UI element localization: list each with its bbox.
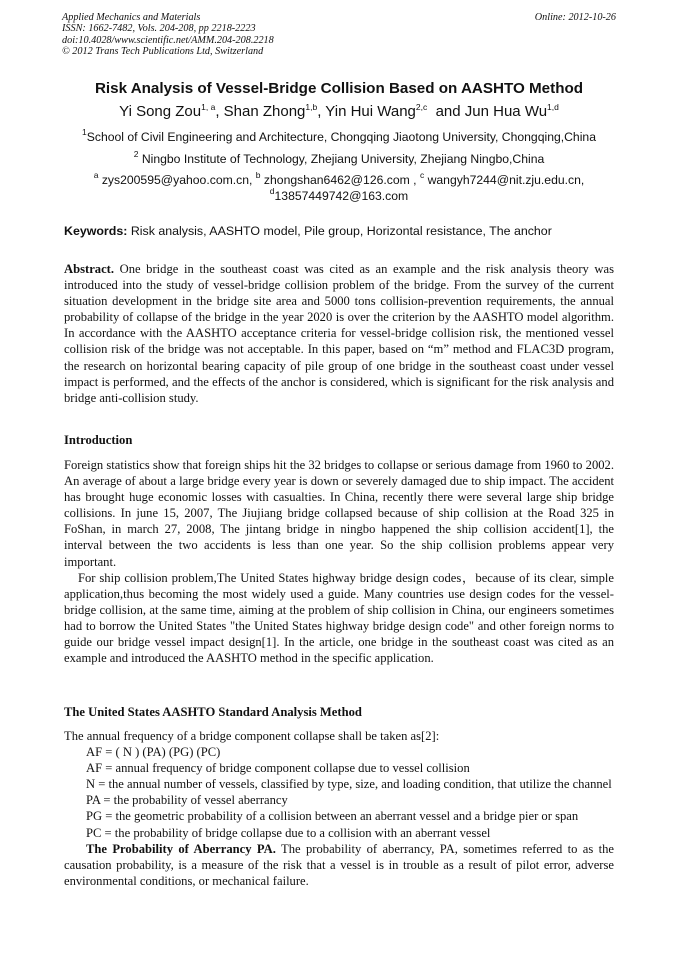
introduction-body	[64, 457, 614, 666]
email-link[interactable]: zhongshan6462@126.com ,	[263, 173, 417, 187]
definition-pc: PC = the probability of bridge collapse due to a collision with an aberrant vessel	[86, 825, 491, 840]
abstract-text: One bridge in the southeast coast was cited as an example and the risk analysis theory was introduced into the study of vessel-bridge collision problem of the bridge. From the survey of the current situation development in the bridge site area and 5000 tons collision-prevention requirements, the annual probability of collapse of the bridge in the year 2020 is over the criterion by the AASHTO model algorithm. In accordance with the AASHTO acceptance criteria for vessel-bridge collision risk, the mentioned vessel collision risk of the bridge was not acceptable. In this paper, based on “m” method and FLAC3D program, the research on horizontal bearing capacity of pile group of one bridge in the southeast coast under vessel impact is performed, and the effects of the anchor is considered, which is significant for the risk analysis and bridge anti-collision study.	[64, 262, 614, 405]
abstract-label: Abstract.	[64, 262, 115, 276]
author-sup: 1, a	[201, 102, 216, 112]
affiliation-text: School of Civil Engineering and Architecture, Chongqing Jiaotong University, Chongqing,China	[86, 130, 596, 144]
online-date: Online: 2012-10-26	[534, 12, 616, 23]
affiliation-sup: 1	[82, 127, 87, 137]
email-link[interactable]: zys200595@yahoo.com.cn,	[101, 173, 253, 187]
email-sup: c	[419, 170, 425, 180]
author-sup: 1,b	[305, 102, 318, 112]
email-sup: a	[93, 170, 99, 180]
doi-line: doi:10.4028/www.scientific.net/AMM.204-208.2218	[62, 34, 274, 46]
aashto-body	[64, 728, 614, 889]
author-name: Shan Zhong	[223, 103, 306, 120]
author-list: Yi Song Zou$^{1, a}$, Shan Zhong$^{1,b}$, Yin Hui Wang$^{2,c}$ and Jun Hua Wu$^{1,d}$	[119, 102, 559, 120]
definition-n: N = the annual number of vessels, classified by type, size, and loading condition, that utilize the channel	[86, 777, 612, 792]
journal-name: Applied Mechanics and Materials	[62, 12, 201, 23]
paper-title: Risk Analysis of Vessel-Bridge Collision Based on AASHTO Method	[94, 80, 584, 97]
affiliation-sup: 2	[133, 149, 139, 159]
paragraph: The annual frequency of a bridge component collapse shall be taken as[2]:	[64, 729, 440, 743]
journal-header	[62, 12, 616, 58]
author-conjunction: and	[435, 103, 461, 120]
email-link[interactable]: 13857449742@163.com	[274, 189, 409, 203]
copyright-line: © 2012 Trans Tech Publications Ltd, Switzerland	[62, 46, 264, 58]
keywords-text: Risk analysis, AASHTO model, Pile group, Horizontal resistance, The anchor	[130, 224, 552, 238]
paragraph: For ship collision problem,The United States highway bridge design codes，because of its clear, simple application,thus becoming the most widely used a guide. Many countries use design codes for the vessel-bridge collision, at the same time, aiming at the problem of ship collision in China, our engineers sometimes had to borrow the United States "the United States highway bridge design code" and other foreign norms to guide our bridge vessel impact design[1]. In the article, one bridge in the southeast coast was cited as an example and introduced the AASHTO method in the specific application.	[64, 570, 614, 666]
email-sup: b	[255, 170, 261, 180]
author-sup: 2,c	[415, 102, 428, 112]
author-name: Jun Hua Wu	[464, 103, 548, 120]
definition-af: AF = annual frequency of bridge component collapse due to vessel collision	[86, 761, 470, 776]
keywords	[64, 224, 552, 238]
email-line	[0, 170, 678, 187]
affiliation-text: Ningbo Institute of Technology, Zhejiang University, Zhejiang Ningbo,China	[141, 152, 545, 166]
email-link[interactable]: wangyh7244@nit.zju.edu.cn,	[427, 173, 585, 187]
author-name: Yi Song Zou	[119, 103, 202, 120]
section-heading-aashto: The United States AASHTO Standard Analysis Method	[64, 705, 362, 719]
affiliation-1	[0, 127, 678, 144]
section-heading-introduction: Introduction	[64, 433, 133, 447]
issn-line: ISSN: 1662-7482, Vols. 204-208, pp 2218-2223	[62, 23, 256, 35]
keywords-label: Keywords:	[64, 224, 128, 238]
definition-pg: PG = the geometric probability of a collision between an aberrant vessel and a bridge pier or span	[86, 809, 579, 824]
abstract	[64, 261, 614, 406]
email-line-2	[0, 186, 678, 203]
paragraph-aberrancy	[64, 841, 614, 889]
formula: AF = ( N ) (PA) (PG) (PC)	[86, 745, 221, 760]
definition-pa: PA = the probability of vessel aberrancy	[86, 793, 288, 808]
affiliation-2	[0, 149, 678, 166]
author-name: Yin Hui Wang	[325, 103, 416, 120]
subheading-aberrancy: The Probability of Aberrancy PA.	[86, 841, 276, 856]
aberrancy-text: The probability of aberrancy, PA, sometimes referred to as the causation probability, is a measure of the risk that a vessel is in trouble as a result of pilot error, adverse environmental conditions, or mechanical failure.	[64, 841, 615, 888]
author-sup: 1,d	[547, 102, 559, 112]
email-sup: d	[269, 186, 275, 196]
paragraph: Foreign statistics show that foreign ships hit the 32 bridges to collapse or serious damage from 1960 to 2002. An average of about a large bridge every year is down or severely damaged due to ship impact. The accident has brought huge economic losses with casualties. In China, recently there were several large ship bridge collisions. In june 15, 2007, The Jiujiang bridge collapsed because of ship collision at the Road 325 in FoShan, in march 27, 2008, The jintang bridge in ningbo happened the ship collision accident[1], the interval between the two accidents is less than one year. So the ship collision problems appear very important.	[64, 458, 614, 569]
